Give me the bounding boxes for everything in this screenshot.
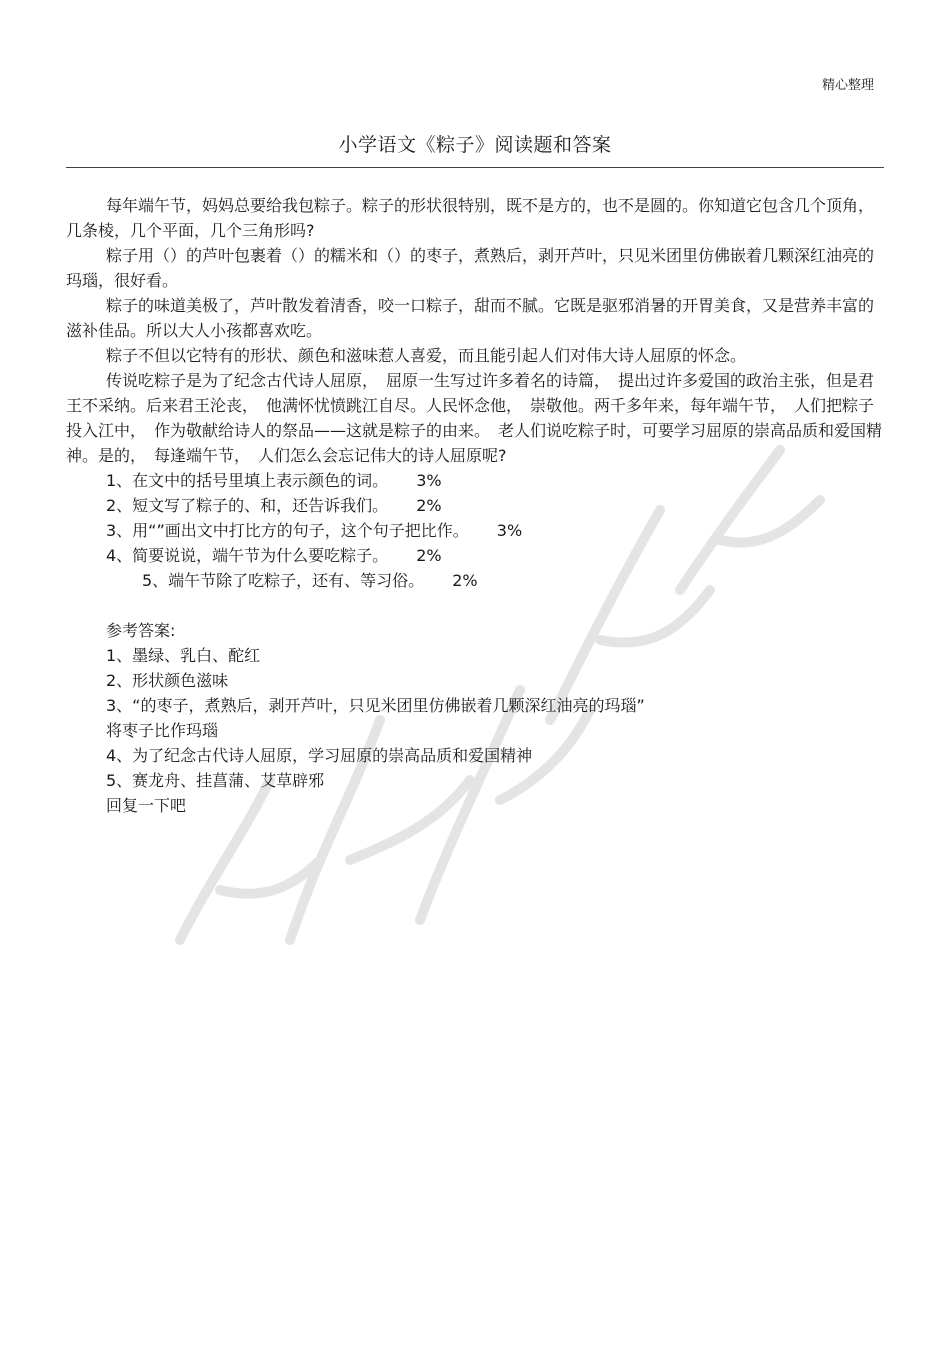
answers-section [66, 618, 886, 818]
answer-line: 1、墨绿、乳白、酡红 [106, 646, 261, 665]
paragraph: 每年端午节，妈妈总要给我包粽子。粽子的形状很特别，既不是方的，也不是圆的。你知道它包含几个顶角，几条棱，几个平面，几个三角形吗? [66, 196, 875, 240]
question-item [66, 543, 886, 568]
page-title: 小学语文《粽子》阅读题和答案 [338, 134, 612, 156]
paragraph: 传说吃粽子是为了纪念古代诗人屈原， 屈原一生写过许多着名的诗篇， 提出过许多爱国的政治主张，但是君王不采纳。后来君王沦丧， 他满怀忧愤跳江自尽。人民怀念他， 崇敬他。两千多年来，每年端午节， 人们把粽子投入江中， 作为敬献给诗人的祭品——这就是粽子的由来。 老人们说吃粽子时，可要学习屈原的崇高品质和爱国精神。是的， 每逢端午节， 人们怎么会忘记伟大的诗人屈原呢? [66, 371, 883, 465]
question-item [66, 518, 886, 543]
answer-line: 3、“的枣子，煮熟后，剥开芦叶，只见米团里仿佛嵌着几颗深红油亮的玛瑙” [106, 696, 645, 715]
answer-line: 4、为了纪念古代诗人屈原，学习屈原的崇高品质和爱国精神 [106, 746, 533, 765]
question-score: 2% [416, 546, 442, 565]
question-list [66, 468, 886, 593]
document-body [66, 193, 886, 818]
header-note: 精心整理 [821, 78, 874, 93]
title-divider [66, 167, 884, 168]
question-text: 5、端午节除了吃粽子，还有、等习俗。 [142, 571, 425, 590]
question-text: 1、在文中的括号里填上表示颜色的词。 [106, 471, 389, 490]
answers-heading: 参考答案: [106, 621, 176, 640]
question-score: 3% [496, 521, 523, 540]
answer-line: 将枣子比作玛瑙 [106, 721, 219, 740]
question-text: 3、用“”画出文中打比方的句子，这个句子把比作。 [106, 521, 469, 540]
question-item [66, 493, 886, 518]
question-score: 3% [416, 471, 442, 490]
paragraph: 粽子不但以它特有的形状、颜色和滋味惹人喜爱，而且能引起人们对伟大诗人屈原的怀念。 [106, 346, 747, 365]
paragraph: 粽子用（）的芦叶包裹着（）的糯米和（）的枣子，煮熟后，剥开芦叶，只见米团里仿佛嵌着几颗深红油亮的玛瑙，很好看。 [66, 246, 875, 290]
answer-line: 5、赛龙舟、挂菖蒲、艾草辟邪 [106, 771, 325, 790]
answer-line: 回复一下吧 [106, 796, 187, 815]
question-item [66, 468, 886, 493]
answer-line: 2、形状颜色滋味 [106, 671, 229, 690]
question-text: 4、简要说说，端午节为什么要吃粽子。 [106, 546, 389, 565]
question-item [66, 568, 886, 593]
question-score: 2% [416, 496, 442, 515]
paragraph: 粽子的味道美极了，芦叶散发着清香，咬一口粽子，甜而不腻。它既是驱邪消暑的开胃美食，又是营养丰富的滋补佳品。所以大人小孩都喜欢吃。 [66, 296, 875, 340]
question-score: 2% [452, 571, 478, 590]
question-text: 2、短文写了粽子的、和，还告诉我们。 [106, 496, 389, 515]
